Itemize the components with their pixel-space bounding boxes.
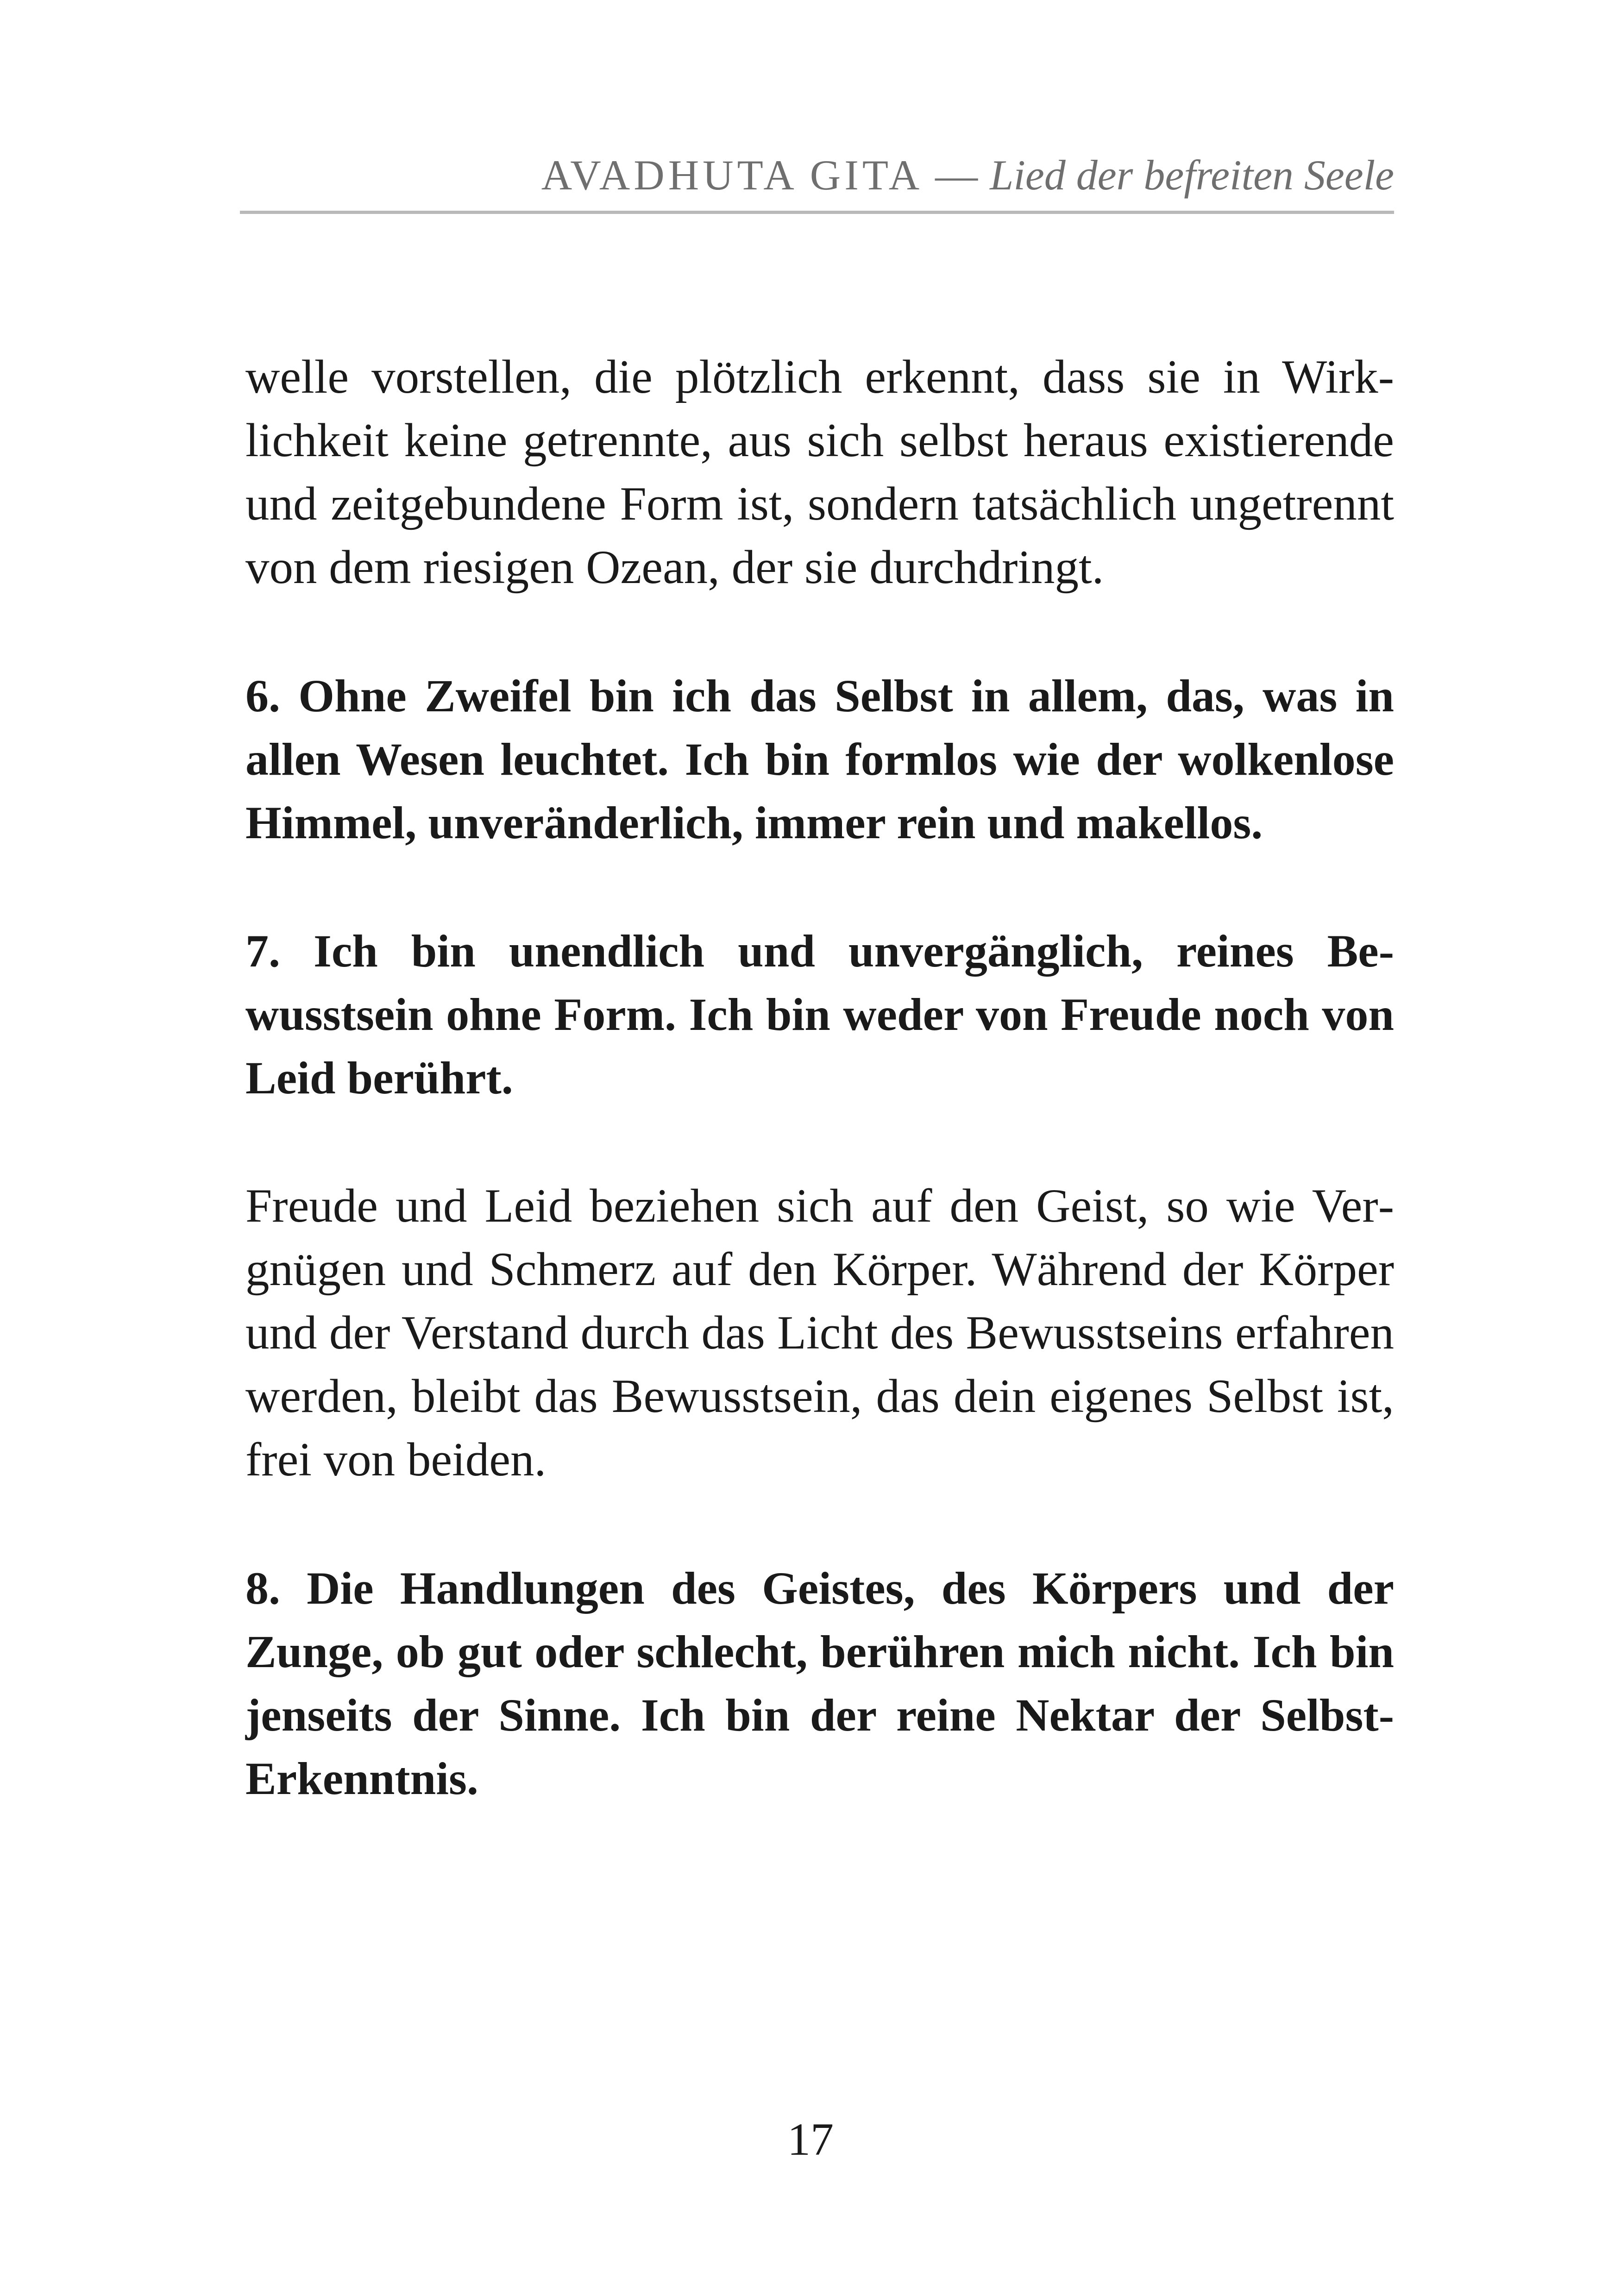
page-number: 17	[787, 2114, 834, 2165]
title-separator: —	[935, 151, 978, 199]
header-rule	[240, 211, 1394, 214]
book-subtitle: Lied der befreiten Seele	[990, 151, 1394, 199]
running-head	[240, 147, 1394, 203]
page-body	[245, 345, 1394, 1810]
commentary-paragraph: welle vorstellen, die plötzlich erkennt, dass sie in Wirklichkeit keine getrennte, aus sich selbst heraus existierende und zeitgebundene Form ist, sondern tatsächlich ungetrennt von dem riesigen Ozean, der sie durchdringt.	[245, 351, 1394, 594]
verse-7: 7. Ich bin unendlich und unvergänglich, reines Bewusstsein ohne Form. Ich bin weder von Freude noch von Leid berührt.	[245, 925, 1394, 1104]
book-title: AVADHUTA GITA	[541, 151, 924, 199]
verse-6: 6. Ohne Zweifel bin ich das Selbst in allem, das, was in allen Wesen leuchtet. Ich bin formlos wie der wolkenlose Himmel, unveränderlich, immer rein und makellos.	[245, 670, 1394, 848]
verse-8: 8. Die Handlungen des Geistes, des Körpers und der Zunge, ob gut oder schlecht, berühren mich nicht. Ich bin jenseits der Sinne. Ich bin der reine Nektar der Selbst-Erkenntnis.	[245, 1562, 1394, 1804]
commentary-paragraph: Freude und Leid beziehen sich auf den Geist, so wie Vergnügen und Schmerz auf den Körper. Während der Körper und der Verstand durch das Licht des Bewusstseins erfahren werden, bleibt das Bewusstsein, das dein eigenes Selbst ist, frei von beiden.	[245, 1179, 1394, 1486]
